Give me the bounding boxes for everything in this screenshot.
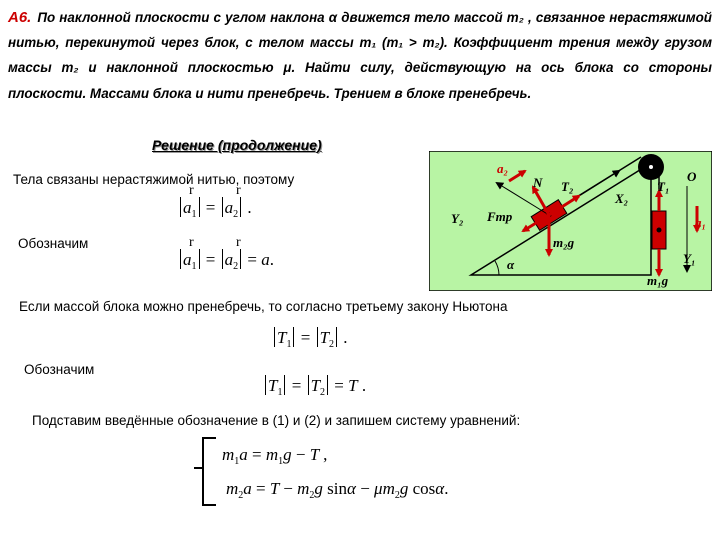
step-4-text: Обозначим (24, 362, 95, 377)
step-5-text: Подставим введённые обозначение в (1) и (2) и запишем систему уравнений: (32, 413, 521, 428)
label-alpha: α (507, 257, 515, 272)
label-T1: T₁ (657, 179, 670, 194)
label-m2g: m₂g (553, 235, 575, 250)
label-Y2: Y₂ (451, 211, 464, 226)
system-brace (202, 437, 216, 506)
label-m1g: m₁g (647, 273, 669, 288)
formula-accel-equal: $a_1 = a_2$ . r r (178, 197, 252, 220)
formula-tension-equal: $T_1 = T_2$ . (272, 327, 348, 350)
label-Ftr: Fтр (487, 209, 513, 224)
step-2-text: Обозначим (18, 236, 89, 251)
label-Y1: Y₁ (683, 251, 696, 266)
label-T2: T₂ (561, 179, 574, 194)
formula-accel-def: $a_1 = a_2 = a$. r r (178, 249, 274, 272)
solution-heading: Решение (продолжение) (152, 137, 322, 153)
label-X2: X₂ (615, 191, 629, 206)
problem-statement (8, 5, 712, 106)
label-a1: a₁ (695, 215, 707, 230)
step-1-text: Тела связаны нерастяжимой нитью, поэтому (13, 172, 295, 187)
problem-text: По наклонной плоскости с углом наклона α движется тело массой m₂ , связанное нерастяжимой нитью, перекинутой через блок, с телом массы m₁ (m₁ > m₂). Коэффициент трения между грузом массы m₂ и наклонной плоскостью μ. Найти силу, действующую на ось блока со стороны плоскости. Массами блока и нити пренебречь. Трением в блоке пренебречь. (8, 10, 712, 101)
label-a2: a₂ (497, 161, 509, 176)
formula-tension-def: $T_1 = T_2 = T$ . (263, 375, 366, 398)
incline-diagram (429, 151, 712, 291)
label-N: N (533, 175, 543, 190)
equation-1: $m_1a = m_1g - T$ , (222, 445, 328, 467)
step-3-text: Если массой блока можно пренебречь, то согласно третьему закону Ньютона (19, 299, 508, 314)
system-brace-tip (194, 467, 204, 469)
label-O: O (687, 169, 697, 184)
problem-number: А6. (8, 9, 32, 26)
equation-2: $m_2a = T - m_2g$ $\sin\alpha - \mu m_2g$ cosα. (226, 479, 449, 501)
